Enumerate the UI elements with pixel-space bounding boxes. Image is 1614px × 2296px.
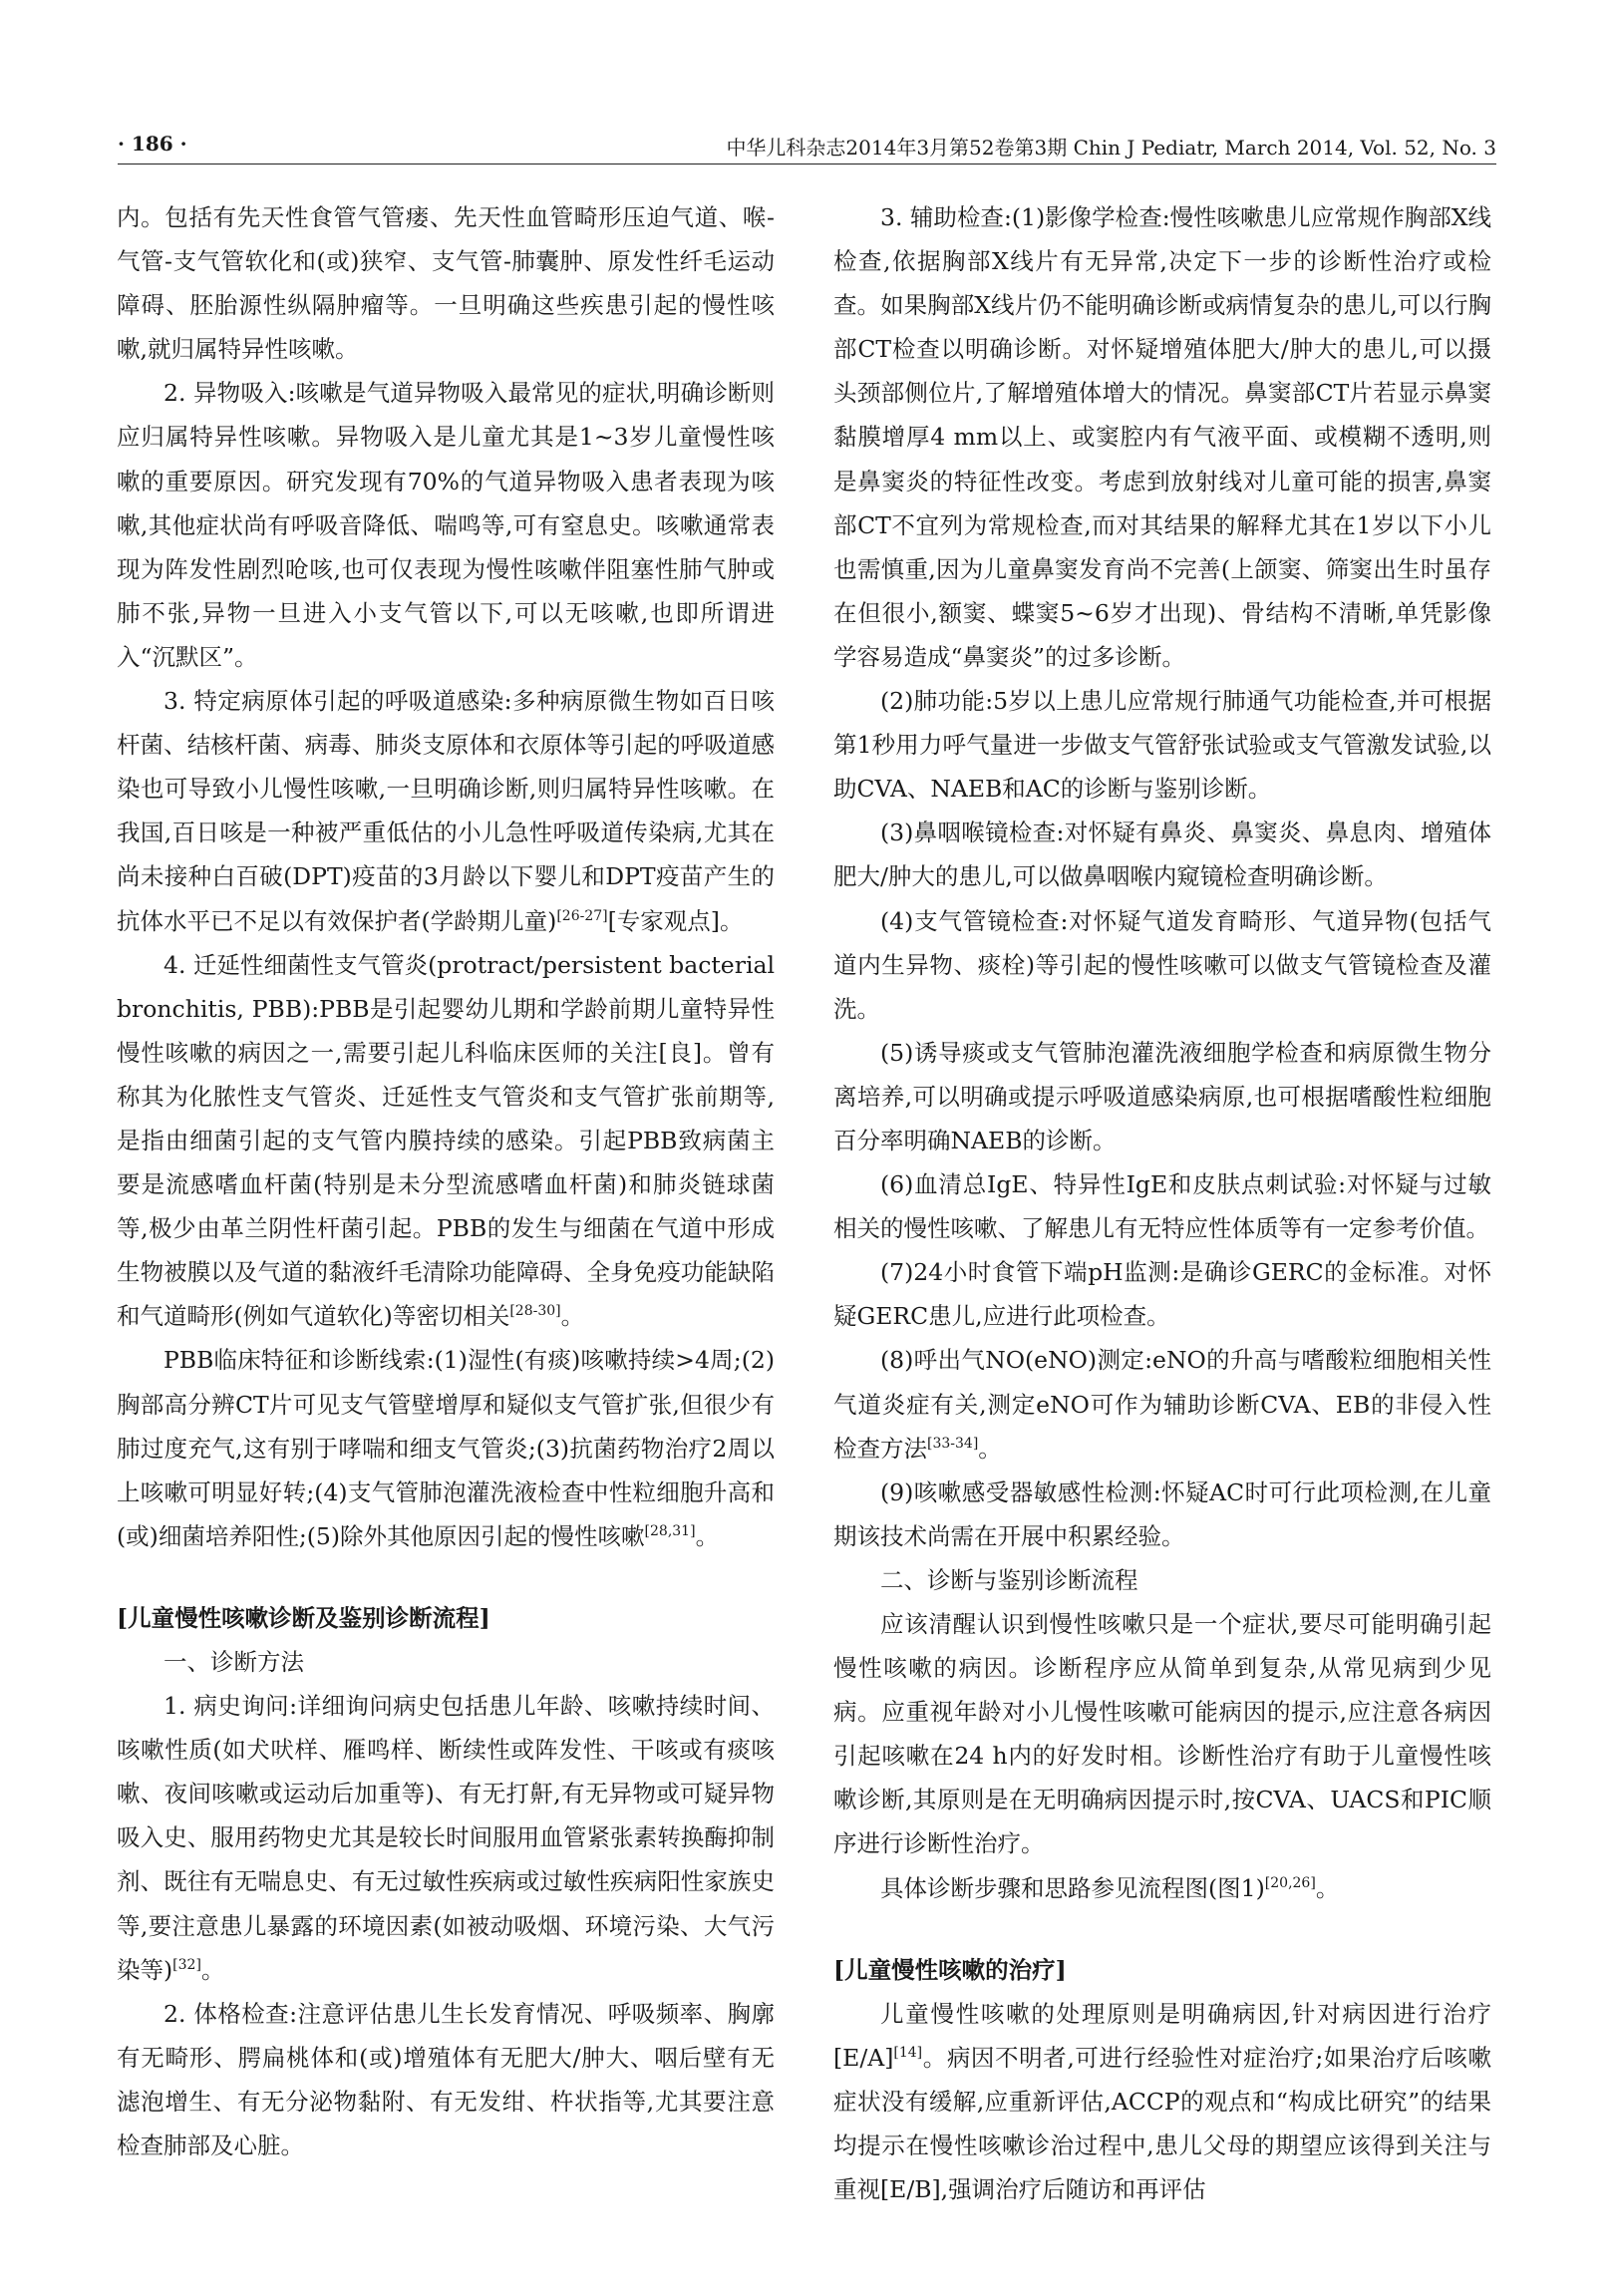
paragraph-text: 4. 迁延性细菌性支气管炎(protract/persistent bacterial bronchitis, PBB):PBB是引起婴幼儿期和学龄前期儿童特异性慢性咳嗽的病因之一,需要引起儿科临床医师的关注[良]。曾有称其为化脓性支气管炎、迁延性支气管炎和支气管扩张前期等,是指由细菌引起的支气管内膜持续的感染。引起PBB致病菌主要是流感嗜血杆菌(特别是未分型流感嗜血杆菌)和肺炎链球菌等,极少由革兰阴性杆菌引起。PBB的发生与细菌在气道中形成生物被膜以及气道的黏液纤毛清除功能障碍、全身免疫功能缺陷和气道畸形(例如气道软化)等密切相关: [117, 950, 775, 1331]
paragraph-text: 儿童慢性咳嗽的处理原则是明确病因,针对病因进行治疗[E/A]: [833, 1999, 1491, 2072]
subsection-heading: 二、诊断与鉴别诊断流程: [880, 1565, 1138, 1594]
citation-ref: [28,31]: [644, 1522, 696, 1539]
paragraph: (5)诱导痰或支气管肺泡灌洗液细胞学检查和病原微生物分离培养,可以明确或提示呼吸道感染病原,也可根据嗜酸性粒细胞百分率明确NAEB的诊断。: [833, 1038, 1491, 1154]
page-header: [118, 132, 1496, 164]
citation-ref: [32]: [172, 1956, 201, 1973]
section-gap: [117, 1558, 775, 1596]
paragraph-text: 3. 特定病原体引起的呼吸道感染:多种病原微生物如百日咳杆菌、结核杆菌、病毒、肺炎支原体和衣原体等引起的呼吸道感染也可导致小儿慢性咳嗽,一旦明确诊断,则归属特异性咳嗽。在我国,百日咳是一种被严重低估的小儿急性呼吸道传染病,尤其在尚未接种白百破(DPT)疫苗的3月龄以下婴儿和DPT疫苗产生的抗体水平已不足以有效保护者(学龄期儿童): [117, 687, 775, 935]
citation-ref: [14]: [893, 2045, 923, 2062]
paragraph: (4)支气管镜检查:对怀疑气道发育畸形、气道异物(包括气道内生异物、痰栓)等引起的慢性咳嗽可以做支气管镜检查及灌洗。: [833, 906, 1491, 1023]
paragraph: (9)咳嗽感受器敏感性检测:怀疑AC时可行此项检测,在儿童期该技术尚需在开展中积累经验。: [833, 1477, 1491, 1550]
citation-ref: [26-27]: [556, 907, 608, 924]
section-heading: [儿童慢性咳嗽的治疗]: [833, 1955, 1067, 1984]
paragraph-text: 。病因不明者,可进行经验性对症治疗;如果治疗后咳嗽症状没有缓解,应重新评估,ACCP的观点和“构成比研究”的结果均提示在慢性咳嗽诊治过程中,患儿父母的期望应该得到关注与重视[E/B],强调治疗后随访和再评估: [833, 2043, 1491, 2204]
paragraph: 2. 异物吸入:咳嗽是气道异物吸入最常见的症状,明确诊断则应归属特异性咳嗽。异物吸入是儿童尤其是1~3岁儿童慢性咳嗽的重要原因。研究发现有70%的气道异物吸入患者表现为咳嗽,其他症状尚有呼吸音降低、喘鸣等,可有窒息史。咳嗽通常表现为阵发性剧烈呛咳,也可仅表现为慢性咳嗽伴阻塞性肺气肿或肺不张,异物一旦进入小支气管以下,可以无咳嗽,也即所谓进入“沉默区”。: [117, 379, 775, 671]
paragraph-text: 。: [200, 1955, 225, 1984]
paragraph: (3)鼻咽喉镜检查:对怀疑有鼻炎、鼻窦炎、鼻息肉、增殖体肥大/肿大的患儿,可以做鼻咽喉内窥镜检查明确诊断。: [833, 819, 1491, 891]
paragraph-text: PBB临床特征和诊断线索:(1)湿性(有痰)咳嗽持续>4周;(2)胸部高分辨CT片可见支气管壁增厚和疑似支气管扩张,但很少有肺过度充气,这有别于哮喘和细支气管炎;(3)抗菌药物治疗2周以上咳嗽可明显好转;(4)支气管肺泡灌洗液检查中性粒细胞升高和(或)细菌培养阳性;(5)除外其他原因引起的慢性咳嗽: [117, 1346, 775, 1550]
section-heading: [儿童慢性咳嗽诊断及鉴别诊断流程]: [117, 1603, 490, 1632]
paragraph: [117, 1338, 775, 1557]
paragraph: (6)血清总IgE、特异性IgE和皮肤点刺试验:对怀疑与过敏相关的慢性咳嗽、了解患儿有无特应性体质等有一定参考价值。: [833, 1170, 1491, 1243]
paragraph: [833, 1338, 1491, 1470]
paragraph: (2)肺功能:5岁以上患儿应常规行肺通气功能检查,并可根据第1秒用力呼气量进一步做支气管舒张试验或支气管激发试验,以助CVA、NAEB和AC的诊断与鉴别诊断。: [833, 687, 1491, 804]
paragraph: 应该清醒认识到慢性咳嗽只是一个症状,要尽可能明确引起慢性咳嗽的病因。诊断程序应从简单到复杂,从常见病到少见病。应重视年龄对小儿慢性咳嗽可能病因的提示,应注意各病因引起咳嗽在24 h内的好发时相。诊断性治疗有助于儿童慢性咳嗽诊断,其原则是在无明确病因提示时,按CVA、UACS和PIC顺序进行诊断性治疗。: [833, 1610, 1491, 1858]
paragraph: [117, 1684, 775, 1992]
paragraph-text: 具体诊断步骤和思路参见流程图(图1): [880, 1873, 1265, 1902]
journal-citation: 中华儿科杂志2014年3月第52卷第3期 Chin J Pediatr, March 2014, Vol. 52, No. 3: [726, 136, 1496, 160]
right-column: [833, 195, 1491, 2211]
citation-ref: [33-34]: [927, 1435, 979, 1452]
paragraph-text: 。: [1315, 1873, 1340, 1902]
paragraph-text: 1. 病史询问:详细询问病史包括患儿年龄、咳嗽持续时间、咳嗽性质(如犬吠样、雁鸣样、断续性或阵发性、干咳或有痰咳嗽、夜间咳嗽或运动后加重等)、有无打鼾,有无异物或可疑异物吸入史、服用药物史尤其是较长时间服用血管紧张素转换酶抑制剂、既往有无喘息史、有无过敏性疾病或过敏性疾病阳性家族史等,要注意患儿暴露的环境因素(如被动吸烟、环境污染、大气污染等): [117, 1692, 775, 1984]
paragraph: [117, 943, 775, 1339]
paragraph-text: 。: [695, 1521, 720, 1550]
paragraph-text: [专家观点]。: [607, 906, 744, 935]
paragraph: (7)24小时食管下端pH监测:是确诊GERC的金标准。对怀疑GERC患儿,应进行此项检查。: [833, 1258, 1491, 1331]
paragraph: 3. 辅助检查:(1)影像学检查:慢性咳嗽患儿应常规作胸部X线检查,依据胸部X线片有无异常,决定下一步的诊断性治疗或检查。如果胸部X线片仍不能明确诊断或病情复杂的患儿,可以行胸部CT检查以明确诊断。对怀疑增殖体肥大/肿大的患儿,可以摄头颈部侧位片,了解增殖体增大的情况。鼻窦部CT片若显示鼻窦黏膜增厚4 mm以上、或窦腔内有气液平面、或模糊不透明,则是鼻窦炎的特征性改变。考虑到放射线对儿童可能的损害,鼻窦部CT不宜列为常规检查,而对其结果的解释尤其在1岁以下小儿也需慎重,因为儿童鼻窦发育尚不完善(上颌窦、筛窦出生时虽存在但很小,额窦、蝶窦5~6岁才出现)、骨结构不清晰,单凭影像学容易造成“鼻窦炎”的过多诊断。: [833, 203, 1491, 671]
paragraph: [117, 679, 775, 943]
section-gap: [833, 1910, 1491, 1948]
page-number: · 186 ·: [118, 132, 187, 156]
paragraph: [833, 1992, 1491, 2211]
paragraph-text: 。: [560, 1302, 585, 1331]
paragraph-text: 。: [978, 1434, 1002, 1463]
subsection-heading: 一、诊断方法: [163, 1648, 304, 1676]
paragraph: 2. 体格检查:注意评估患儿生长发育情况、呼吸频率、胸廓有无畸形、腭扁桃体和(或)增殖体有无肥大/肿大、咽后壁有无滤泡增生、有无分泌物黏附、有无发绀、杵状指等,尤其要注意检查肺部及心脏。: [117, 1999, 775, 2160]
paragraph: [833, 1866, 1491, 1910]
left-column: [117, 195, 775, 2167]
paragraph: 内。包括有先天性食管气管瘘、先天性血管畸形压迫气道、喉-气管-支气管软化和(或)狭窄、支气管-肺囊肿、原发性纤毛运动障碍、胚胎源性纵隔肿瘤等。一旦明确这些疾患引起的慢性咳嗽,就归属特异性咳嗽。: [117, 203, 775, 364]
paragraph-text: (8)呼出气NO(eNO)测定:eNO的升高与嗜酸粒细胞相关性气道炎症有关,测定eNO可作为辅助诊断CVA、EB的非侵入性检查方法: [833, 1346, 1491, 1463]
citation-ref: [20,26]: [1264, 1874, 1316, 1891]
citation-ref: [28-30]: [509, 1303, 561, 1320]
